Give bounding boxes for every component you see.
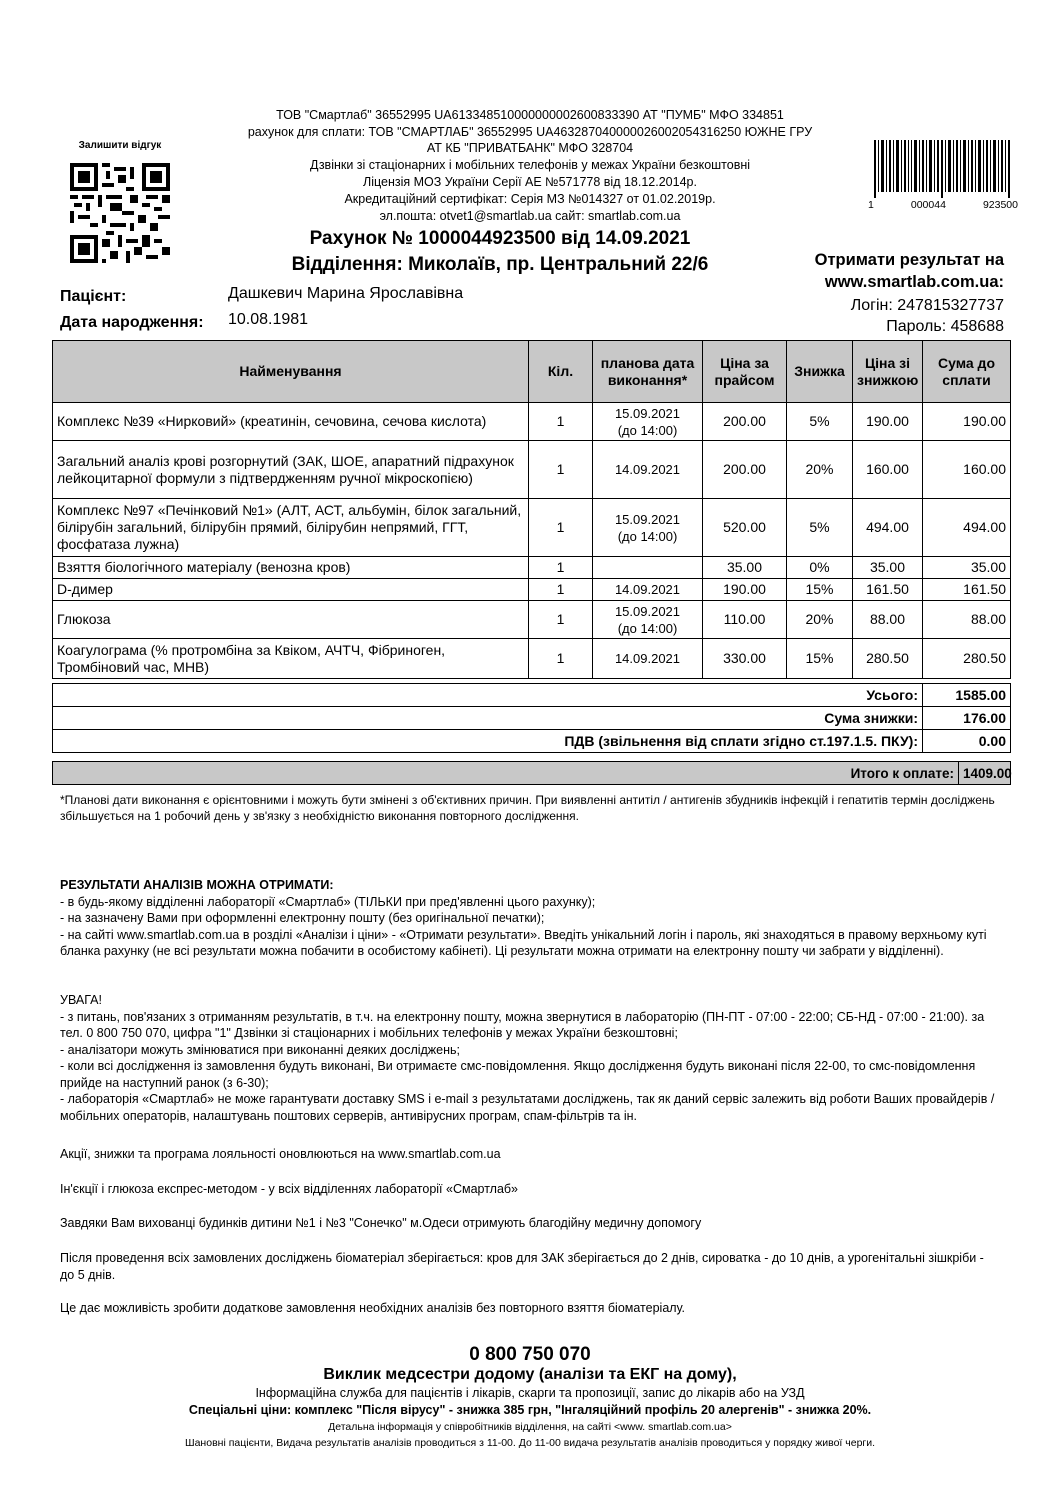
qr-label: Залишити відгук — [78, 140, 162, 151]
row-date — [593, 441, 703, 499]
vat-row — [53, 730, 1011, 753]
col-header-disc-price: Ціна зі знижкою — [853, 341, 923, 403]
row-name: Взяття біологічного матеріалу (венозна кров) — [53, 557, 529, 579]
results-online-title: Отримати результат на — [814, 251, 1004, 269]
attention-title: УВАГА! — [60, 993, 102, 1007]
dob-label: Дата народження: — [60, 314, 204, 331]
footer-phone[interactable]: 0 800 750 070 — [469, 1344, 591, 1365]
invoice-title: Рахунок № 1000044923500 від 14.09.2021 — [309, 228, 691, 249]
vat-value: 0.00 — [923, 730, 1011, 753]
list-item: - з питань, пов'язаних з отриманням результатів, в т.ч. на електронну пошту, можна звернутися в лабораторію (ПН-ПТ - 07:00 - 22:00; СБ-НД - 07:00 - 21:00). за тел. 0 800 750 070, цифра "1" Дзвінки зі стаціонарних і мобільних телефонів у межах України безкоштовні; — [60, 1009, 985, 1040]
row-discount: 15% — [787, 579, 853, 601]
row-price: 330.00 — [703, 639, 787, 679]
row-disc-price: 35.00 — [853, 557, 923, 579]
injections-paragraph: Ін'єкції і глюкоза експрес-методом - у всіх відділеннях лабораторії «Смартлаб» — [60, 1182, 519, 1196]
row-date — [593, 601, 703, 639]
row-date-note: (до 14:00) — [617, 620, 678, 636]
row-disc-price: 160.00 — [853, 441, 923, 499]
row-price: 200.00 — [703, 441, 787, 499]
row-price: 190.00 — [703, 579, 787, 601]
col-header-sum: Сума до сплати — [923, 341, 1011, 403]
row-qty: 1 — [529, 499, 593, 557]
row-name: Глюкоза — [53, 601, 529, 639]
branch-title: Відділення: Миколаїв, пр. Центральний 22/6 — [291, 254, 709, 275]
barcode-digit-left: 1 — [868, 199, 874, 211]
table-row — [53, 639, 1011, 679]
barcode-number — [868, 199, 1018, 211]
footer-nurse-call: Виклик медсестри додому (аналізи та ЕКГ на дому), — [323, 1366, 737, 1383]
col-header-date: планова дата виконання* — [593, 341, 703, 403]
row-disc-price: 494.00 — [853, 499, 923, 557]
row-date — [593, 557, 703, 579]
grand-total-row — [53, 762, 1011, 785]
reorder-paragraph: Це дає можливість зробити додаткове замовлення необхідних аналізів без повторного взяття біоматеріалу. — [60, 1301, 686, 1315]
row-disc-price: 161.50 — [853, 579, 923, 601]
row-sum: 280.50 — [923, 639, 1011, 679]
charity-paragraph: Завдяки Вам вихованці будинків дитини №1 і №3 "Сонечко" м.Одеси отримують благодійну медичну допомогу — [60, 1216, 702, 1230]
login-value: Логін: 247815327737 — [850, 297, 1004, 314]
row-date — [593, 639, 703, 679]
list-item: - на зазначену Вами при оформленні електронну пошту (без оригінальної печатки); — [60, 911, 545, 925]
row-sum: 190.00 — [923, 403, 1011, 441]
row-date-value: 15.09.2021 — [614, 405, 681, 421]
password-value: Пароль: 458688 — [886, 318, 1004, 335]
contacts-line: эл.пошта: otvet1@smartlab.ua сайт: smartlab.com.ua — [379, 209, 681, 223]
row-date-value: 14.09.2021 — [614, 462, 681, 477]
table-row — [53, 441, 1011, 499]
row-qty: 1 — [529, 403, 593, 441]
promo-paragraph: Акції, знижки та програма лояльності оновлюються на www.smartlab.com.ua — [60, 1147, 501, 1161]
row-date-value: 15.09.2021 — [614, 511, 681, 527]
list-item: - на сайті www.smartlab.com.ua в розділі «Аналізи і ціни» - «Отримати результати». Введіть унікальний логін і пароль, які знаходяться в правому верхньому куті бланка рахунку (не всі результати можна побачити в особистому кабінеті). Ці результати можна отримати на електронну пошту чи забрати у відділенні). — [60, 927, 987, 958]
list-item: - в будь-якому відділенні лабораторії «Смартлаб» (ТІЛЬКИ при пред'явленні цього рахунку); — [60, 894, 596, 909]
table-header-row — [53, 341, 1011, 403]
totals-table — [52, 683, 1011, 753]
row-price: 520.00 — [703, 499, 787, 557]
row-date-note: (до 14:00) — [617, 422, 678, 438]
attention-section — [60, 992, 1000, 1124]
barcode-digits-right: 923500 — [982, 199, 1018, 211]
qr-code-icon[interactable] — [70, 163, 170, 263]
row-disc-price: 280.50 — [853, 639, 923, 679]
storage-paragraph: Після проведення всіх замовлених досліджень біоматеріал зберігається: кров для ЗАК зберігається до 2 днів, сироватка - до 10 днів, а урогенітальні зішкріби - до 5 днів. — [60, 1251, 984, 1282]
results-section — [60, 877, 1000, 960]
accreditation-line: Акредитаційний сертифікат: Серія МЗ №014327 от 01.02.2019р. — [344, 192, 716, 206]
grand-total-value: 1409.00 — [959, 762, 1011, 785]
row-discount: 0% — [787, 557, 853, 579]
footer-special-prices: Спеціальні ціни: комплекс "Після вірусу" - знижка 385 грн, "Інгаляційний профіль 20 алергенів" - знижка 20%. — [188, 1403, 872, 1417]
row-date — [593, 499, 703, 557]
row-disc-price: 88.00 — [853, 601, 923, 639]
row-qty: 1 — [529, 557, 593, 579]
row-name: Коагулограма (% протромбіна за Квіком, АЧТЧ, Фібриноген, Тромбіновий час, МНВ) — [53, 639, 529, 679]
row-discount: 5% — [787, 499, 853, 557]
payment-account-line: рахунок для сплати: ТОВ "СМАРТЛАБ" 36552995 UA463287040000026002054316250 ЮЖНЕ ГРУ — [247, 125, 813, 139]
row-price: 110.00 — [703, 601, 787, 639]
table-row — [53, 403, 1011, 441]
total-label: Усього: — [53, 684, 923, 707]
grand-total-table — [52, 761, 1011, 785]
grand-total-label: Итого к оплате: — [53, 762, 959, 785]
row-price: 200.00 — [703, 403, 787, 441]
discount-total-label: Сума знижки: — [53, 707, 923, 730]
patient-label: Пацієнт: — [60, 288, 127, 305]
discount-total-row — [53, 707, 1011, 730]
row-disc-price: 190.00 — [853, 403, 923, 441]
list-item: - лабораторія «Смартлаб» не може гарантувати доставку SMS і e-mail з результатами досліджень, так як даний сервіс залежить від роботи Ваших провайдерів / мобільних операторів, налаштувань поштових серверів, антивірусних програм, спам-фільтрів та ін. — [60, 1092, 995, 1123]
row-date-value: 14.09.2021 — [614, 582, 681, 597]
col-header-price: Ціна за прайсом — [703, 341, 787, 403]
row-discount: 15% — [787, 639, 853, 679]
row-price: 35.00 — [703, 557, 787, 579]
row-name: Комплекс №39 «Нирковий» (креатинін, сечовина, сечова кислота) — [53, 403, 529, 441]
row-date-note: (до 14:00) — [617, 528, 678, 544]
row-qty: 1 — [529, 601, 593, 639]
bank-line: АТ КБ "ПРИВАТБАНК" МФО 328704 — [426, 141, 634, 155]
footer-info: Інформаційна служба для пацієнтів і лікарів, скарги та пропозиції, запис до лікарів або на УЗД — [255, 1386, 805, 1400]
row-name: Комплекс №97 «Печінковий №1» (АЛТ, АСТ, альбумін, білок загальний, білірубін загальний, білірубін прямий, білірубин непрямий, ГГТ, фосфатаза лужна) — [53, 499, 529, 557]
row-discount: 5% — [787, 403, 853, 441]
services-table — [52, 340, 1011, 679]
row-date — [593, 403, 703, 441]
patient-name: Дашкевич Марина Ярославівна — [228, 285, 464, 302]
table-row — [53, 601, 1011, 639]
col-header-qty: Кіл. — [529, 341, 593, 403]
discount-total-value: 176.00 — [923, 707, 1011, 730]
results-site-link[interactable]: www.smartlab.com.ua: — [824, 273, 1004, 291]
row-sum: 35.00 — [923, 557, 1011, 579]
row-qty: 1 — [529, 639, 593, 679]
footnote: *Планові дати виконання є орієнтовними і можуть бути змінені з об'єктивних причин. При виявленні антитіл / антигенів збудників інфекцій і гепатитів термін досліджень збільшується на 1 робочий день у зв'язку з необхідністю виконання повторного дослідження. — [60, 793, 995, 823]
vat-label: ПДВ (звільнення від сплати згідно ст.197.1.5. ПКУ): — [53, 730, 923, 753]
row-sum: 161.50 — [923, 579, 1011, 601]
dob-value: 10.08.1981 — [228, 311, 309, 328]
row-discount: 20% — [787, 601, 853, 639]
total-row — [53, 684, 1011, 707]
row-date-value: 14.09.2021 — [614, 651, 681, 666]
row-sum: 160.00 — [923, 441, 1011, 499]
row-qty: 1 — [529, 441, 593, 499]
barcode-icon — [872, 140, 1012, 198]
license-line: Ліцензія МОЗ України Серії АЕ №571778 від 18.12.2014р. — [363, 175, 697, 189]
total-value: 1585.00 — [923, 684, 1011, 707]
row-discount: 20% — [787, 441, 853, 499]
free-calls-line: Дзвінки зі стаціонарних і мобільних телефонів у межах України безкоштовні — [309, 158, 751, 172]
company-line: ТОВ "Смартлаб" 36552995 UA613348510000000002600833390 АТ "ПУМБ" МФО 334851 — [276, 108, 784, 122]
row-date — [593, 579, 703, 601]
col-header-discount: Знижка — [787, 341, 853, 403]
row-date-value: 15.09.2021 — [614, 603, 681, 619]
row-qty: 1 — [529, 579, 593, 601]
barcode-digits-mid: 000044 — [910, 199, 946, 211]
footer-schedule: Шановні пацієнти, Видача результатів аналізів проводиться з 11-00. До 11-00 видача результатів аналізів проводиться у порядку живої черги. — [184, 1437, 876, 1449]
row-name: D-димер — [53, 579, 529, 601]
table-row — [53, 499, 1011, 557]
row-name: Загальний аналіз крові розгорнутий (ЗАК, ШОЕ, апаратний підрахунок лейкоцитарної формули з підтвердженням ручної мікроскопією) — [53, 441, 529, 499]
list-item: - аналізатори можуть змінюватися при виконанні деяких досліджень; — [60, 1042, 461, 1057]
footer-details: Детальна інформація у співробітників відділення, на сайті <www. smartlab.com.ua> — [328, 1421, 732, 1433]
list-item: - коли всі дослідження із замовлення будуть виконані, Ви отримаєте смс-повідомлення. Якщо дослідження будуть виконані після 22-00, то смс-повідомлення прийде на наступний ранок (з 6-30); — [60, 1059, 976, 1090]
table-row — [53, 557, 1011, 579]
col-header-name: Найменування — [53, 341, 529, 403]
results-section-title: РЕЗУЛЬТАТИ АНАЛІЗІВ МОЖНА ОТРИМАТИ: — [60, 878, 334, 892]
row-sum: 494.00 — [923, 499, 1011, 557]
row-sum: 88.00 — [923, 601, 1011, 639]
table-row — [53, 579, 1011, 601]
